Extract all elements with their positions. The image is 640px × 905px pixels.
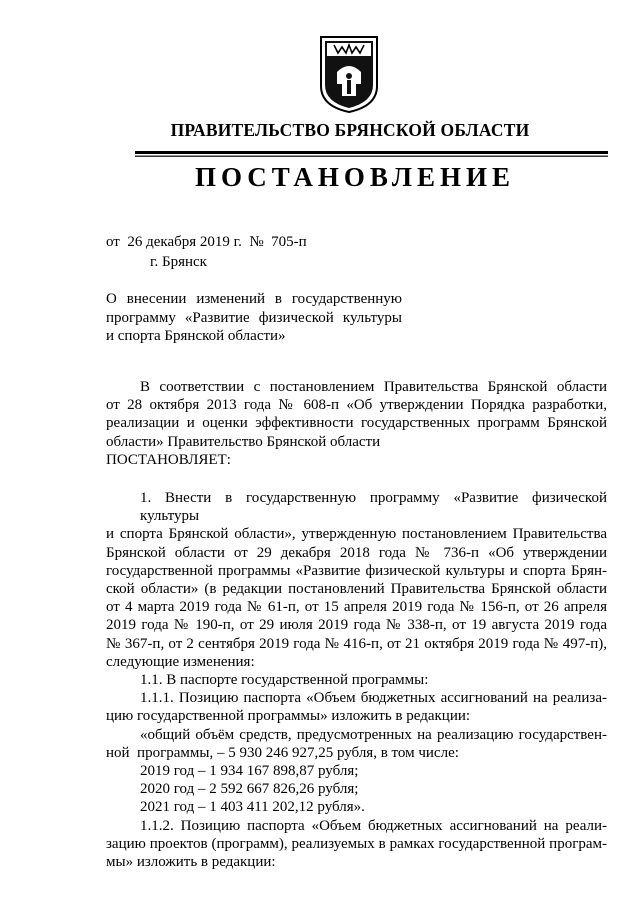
item-line: 1.1.1. Позицию паспорта «Объем бюджетных ассигнований на реализа- [140,690,607,707]
item-line: 2019 года № 190-п, от 29 июля 2019 года № 338-п, от 19 августа 2019 года [106,617,607,634]
subject-line: и спорта Брянской области» [106,328,286,344]
bryansk-coat-of-arms-icon [318,34,380,114]
document-date-number: от 26 декабря 2019 г. № 705-п [106,234,307,250]
preamble-line: реализации и оценки эффективности государственных программ Брянской [106,415,607,432]
document-type-title: ПОСТАНОВЛЕНИЕ [194,162,516,192]
header-divider [135,151,608,157]
item-line: ской области» (в редакции постановлений Правительства Брянской области [106,581,607,598]
preamble-line: В соответствии с постановлением Правительства Брянской области [140,379,607,395]
document-city: г. Брянск [150,254,207,270]
preamble-line: от 28 октября 2013 года № 608-п «Об утверждении Порядка разработки, [106,397,607,414]
item-line: 1.1. В паспорте государственной программы: [140,672,429,689]
item-line: цию государственной программы» изложить в редакции: [106,708,471,725]
quote-line: «общий объём средств, предусмотренных на реализацию государствен- [140,726,607,743]
item-line: государственной программы «Развитие физической культуры и спорта Брян- [106,562,607,579]
item-line: Брянской области от 29 декабря 2018 года № 736-п «Об утверждении [106,544,607,561]
subject-line: О внесении изменений в государственную [106,291,402,307]
item-line: 1. Внести в государственную программу «Развитие физической культуры [140,490,607,525]
item-line: 1.1.2. Позицию паспорта «Объем бюджетных ассигнований на реали- [140,817,607,834]
year-amount: 2021 год – 1 403 411 202,12 рубля». [140,799,365,816]
item-line: от 4 марта 2019 года № 61-п, от 15 апреля 2019 года № 156-п, от 26 апреля [106,599,607,616]
subject-line: программу «Развитие физической культуры [106,309,402,326]
document-body [106,378,607,871]
item-line: мы» изложить в редакции: [106,854,276,871]
decree-word: ПОСТАНОВЛЯЕТ: [106,451,231,468]
document-subject [106,290,402,346]
item-line: зацию проектов (программ), реализуемых в рамках государственной програм- [106,835,607,852]
year-amount: 2019 год – 1 934 167 898,87 рубля; [140,763,359,780]
preamble-line: области» Правительство Брянской области [106,433,381,450]
year-amount: 2020 год – 2 592 667 826,26 рубля; [140,781,359,798]
item-line: следующие изменения: [106,653,255,670]
government-title: ПРАВИТЕЛЬСТВО БРЯНСКОЙ ОБЛАСТИ [170,120,530,140]
item-line: и спорта Брянской области», утвержденную постановлением Правительства [106,526,607,543]
item-line: № 367-п, от 2 сентября 2019 года № 416-п, от 21 октября 2019 года № 497-п), [106,635,607,652]
quote-line: ной программы, – 5 930 246 927,25 рубля, в том числе: [106,744,459,761]
